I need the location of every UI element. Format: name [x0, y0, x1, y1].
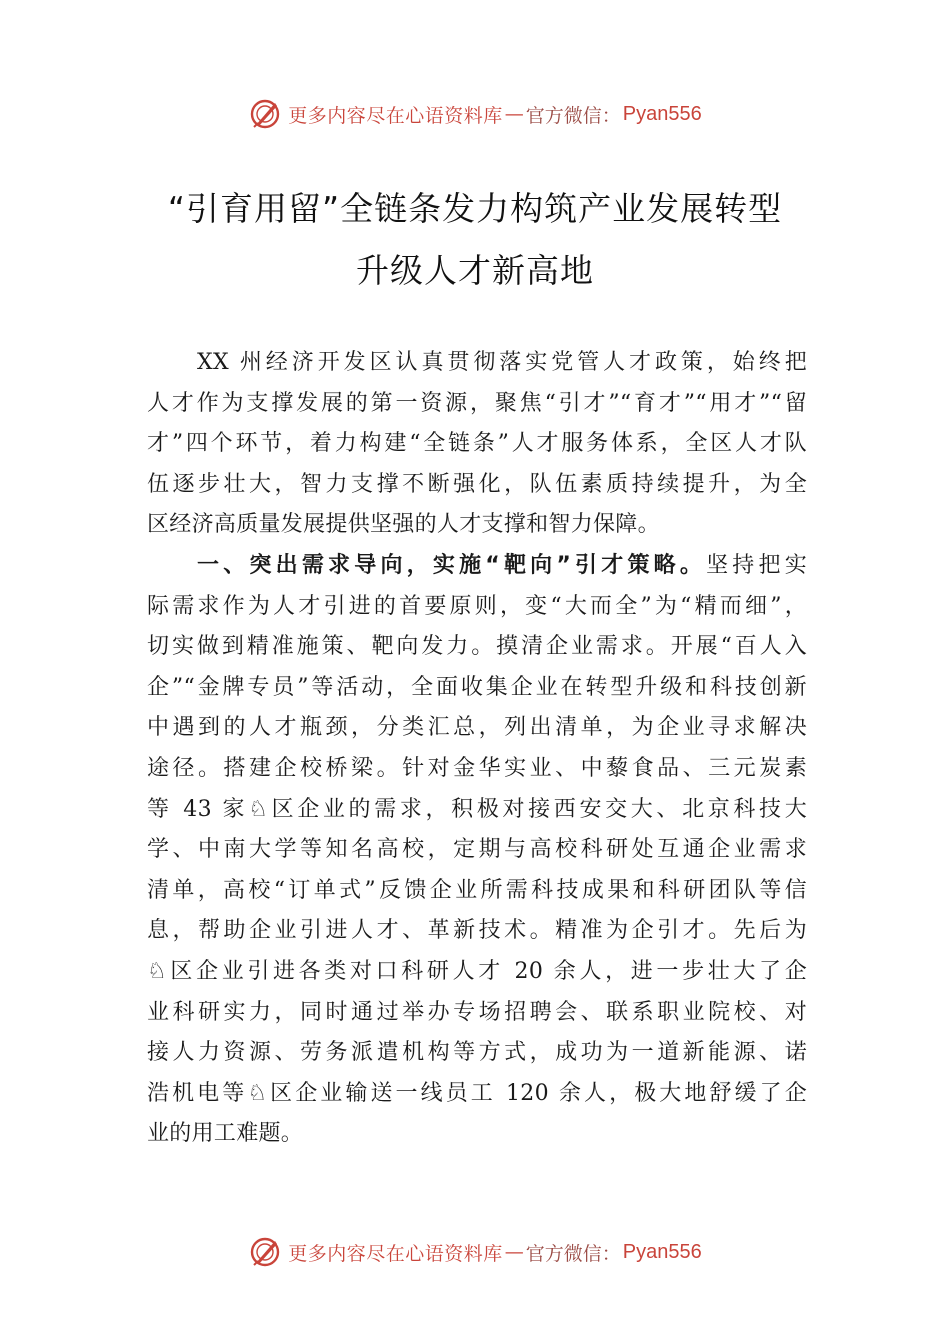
para1-line: 区经济高质量发展提供坚强的人才支撑和智力保障。 — [147, 512, 660, 538]
para2-line: 中遇到的人才瓶颈，分类汇总，列出清单，为企业寻求解决 — [147, 715, 807, 741]
section-heading: 一、突出需求导向，实施“靶向”引才策略。 — [197, 552, 707, 578]
para2-line: 途径。搭建企校桥梁。针对金华实业、中藜食品、三元炭素 — [147, 755, 807, 781]
banner-separator: — — [504, 1241, 524, 1263]
para1-line: XX 州经济开发区认真贯彻落实党管人才政策，始终把 — [197, 350, 807, 375]
para2-line: 企”“金牌专员”等活动，全面收集企业在转型升级和科技创新 — [147, 674, 807, 700]
para2-first-line-rest: 坚持把实 — [706, 552, 808, 578]
title-line-2: 升级人才新高地 — [356, 251, 594, 290]
para2-line: 切实做到精准施策、靶向发力。摸清企业需求。开展“百人入 — [147, 634, 807, 660]
quill-logo-icon — [248, 1235, 282, 1269]
banner-separator: — — [504, 103, 524, 125]
banner-wechat-id: Pyan556 — [622, 1240, 702, 1263]
banner-wechat-label: 官方微信： — [525, 104, 621, 127]
title-line-1: “引育用留”全链条发力构筑产业发展转型 — [167, 189, 783, 228]
document-title — [100, 178, 850, 302]
header-banner — [0, 94, 950, 134]
para2-line: 业科研实力，同时通过举办专场招聘会、联系职业院校、对 — [147, 999, 807, 1025]
para2-line: 息，帮助企业引进人才、革新技术。精准为企引才。先后为 — [147, 918, 807, 944]
document-body — [147, 343, 807, 1155]
para2-line: 等 43 家♘区企业的需求，积极对接西安交大、北京科技大 — [147, 796, 807, 822]
quill-logo-icon — [248, 97, 282, 131]
para1-line: 人才作为支撑发展的第一资源，聚焦“引才”“育才”“用才”“留 — [147, 390, 807, 416]
para1-line: 才”四个环节，着力构建“全链条”人才服务体系，全区人才队 — [147, 431, 807, 457]
para2-line: 浩机电等♘区企业输送一线员工 120 余人，极大地舒缓了企 — [147, 1080, 807, 1106]
para2-first-line — [147, 546, 807, 587]
para2-line: ♘区企业引进各类对口科研人才 20 余人，进一步壮大了企 — [147, 958, 807, 984]
banner-wechat-label: 官方微信： — [525, 1242, 621, 1265]
para2-line: 学、中南大学等知名高校，定期与高校科研处互通企业需求 — [147, 837, 807, 863]
footer-banner — [0, 1232, 950, 1272]
para2-line: 清单，高校“订单式”反馈企业所需科技成果和科研团队等信 — [147, 877, 807, 903]
para2-line: 际需求作为人才引进的首要原则，变“大而全”为“精而细”， — [147, 593, 807, 619]
banner-wechat-id: Pyan556 — [622, 102, 702, 125]
para2-line: 接人力资源、劳务派遣机构等方式，成功为一道新能源、诺 — [147, 1040, 807, 1066]
banner-text: 更多内容尽在心语资料库 — [288, 1242, 503, 1265]
para2-line: 业的用工难题。 — [147, 1121, 304, 1147]
banner-text: 更多内容尽在心语资料库 — [288, 104, 503, 127]
para1-line: 伍逐步壮大，智力支撑不断强化，队伍素质持续提升，为全 — [147, 471, 807, 497]
